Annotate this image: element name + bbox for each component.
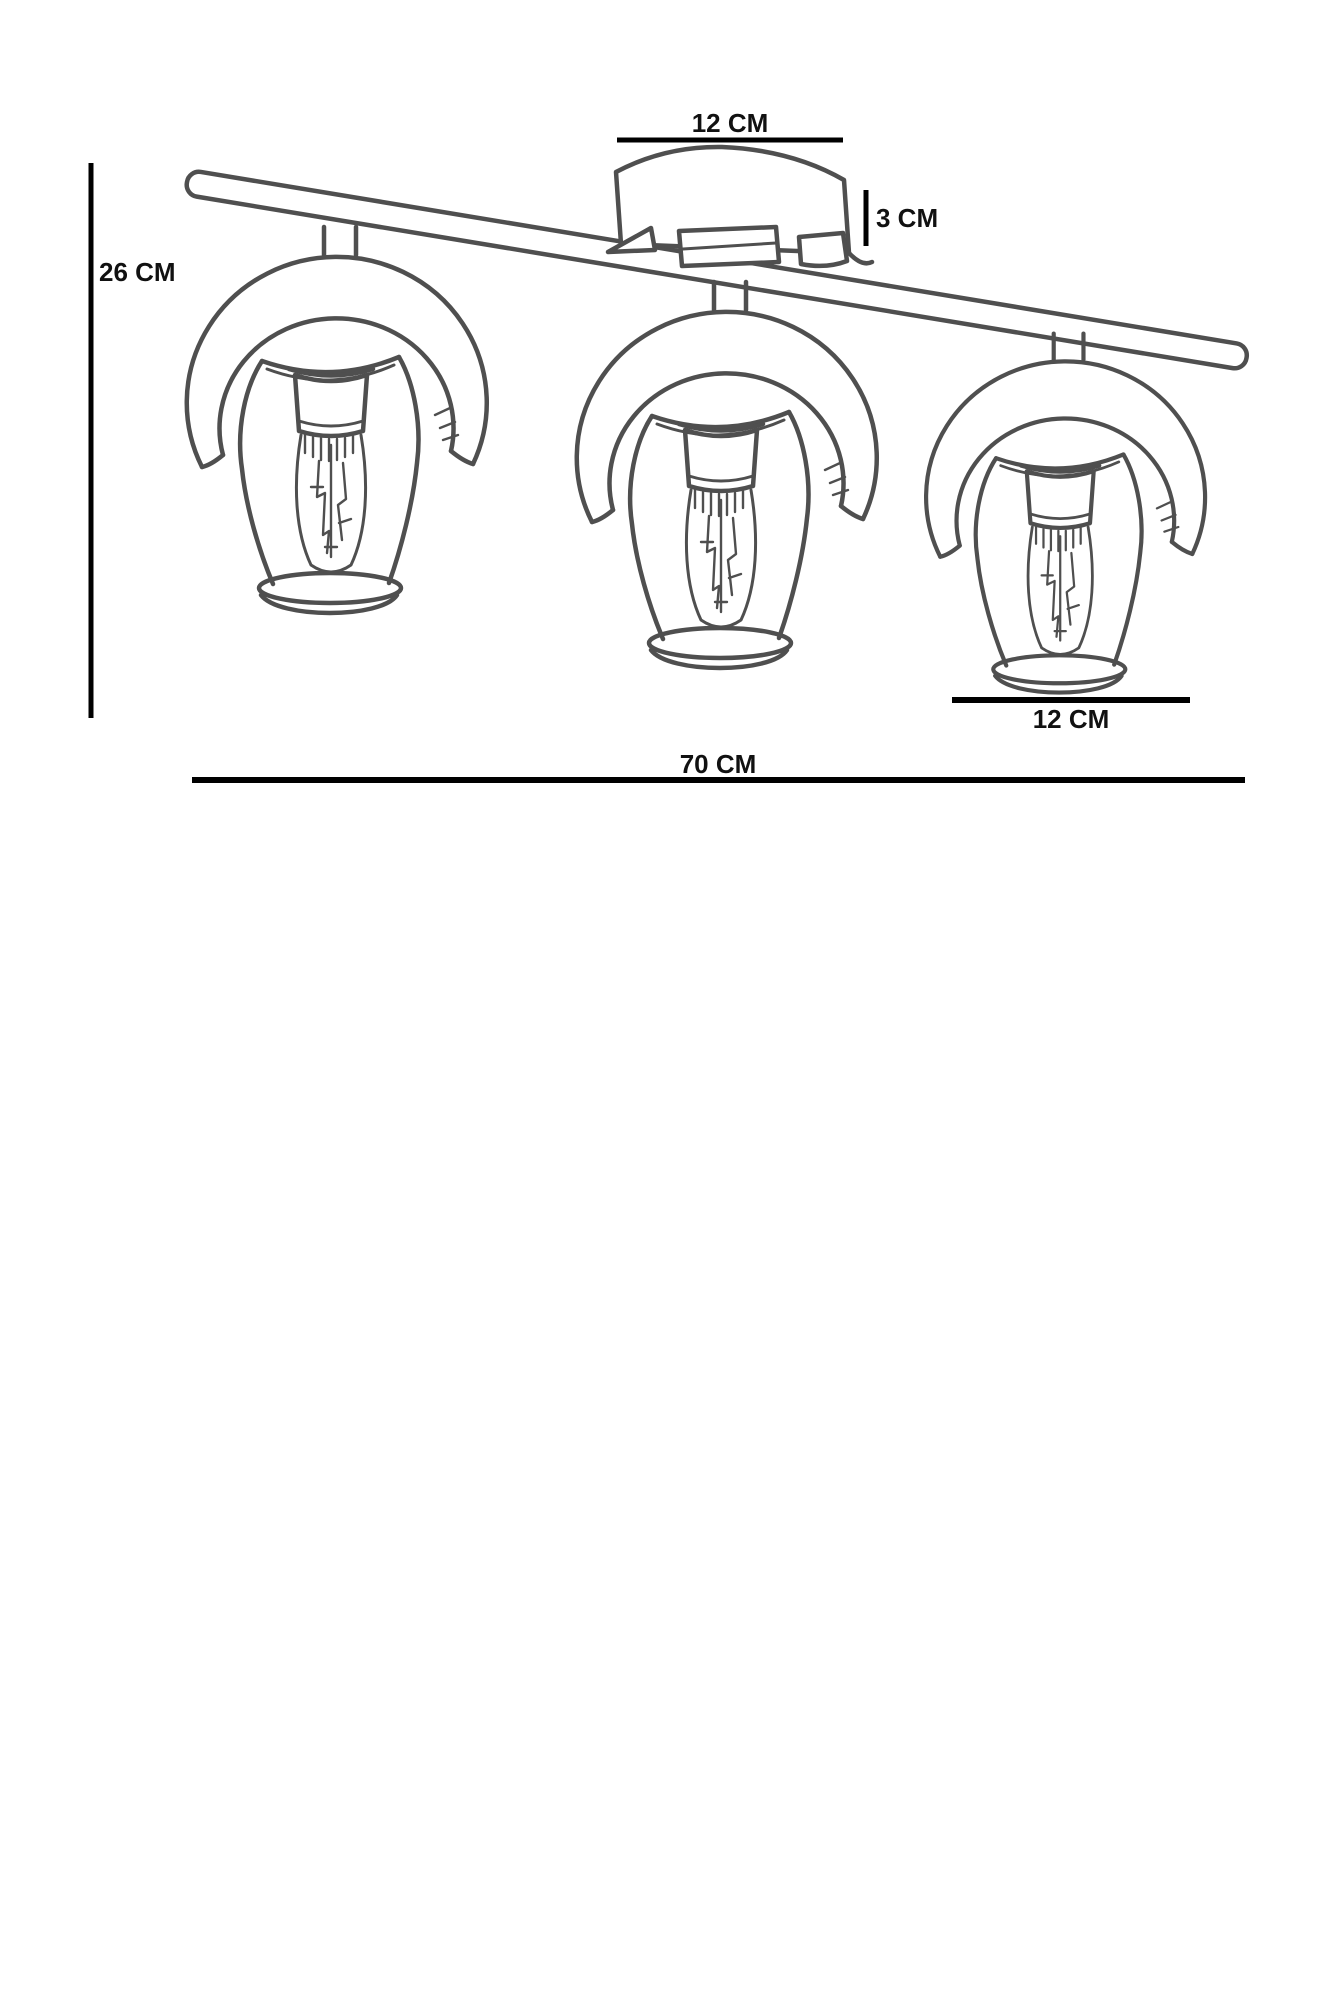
fixture-height-label: 26 CM (99, 257, 176, 287)
ceiling-canopy (608, 147, 872, 266)
lamp-2 (577, 282, 877, 668)
lamp-1 (187, 227, 487, 613)
lamp-3 (926, 334, 1205, 693)
fixture-width-label: 70 CM (679, 749, 757, 779)
canopy-height-label: 3 CM (876, 203, 939, 233)
canopy-width-label: 12 CM (691, 108, 769, 138)
shade-width-label: 12 CM (1032, 704, 1110, 734)
